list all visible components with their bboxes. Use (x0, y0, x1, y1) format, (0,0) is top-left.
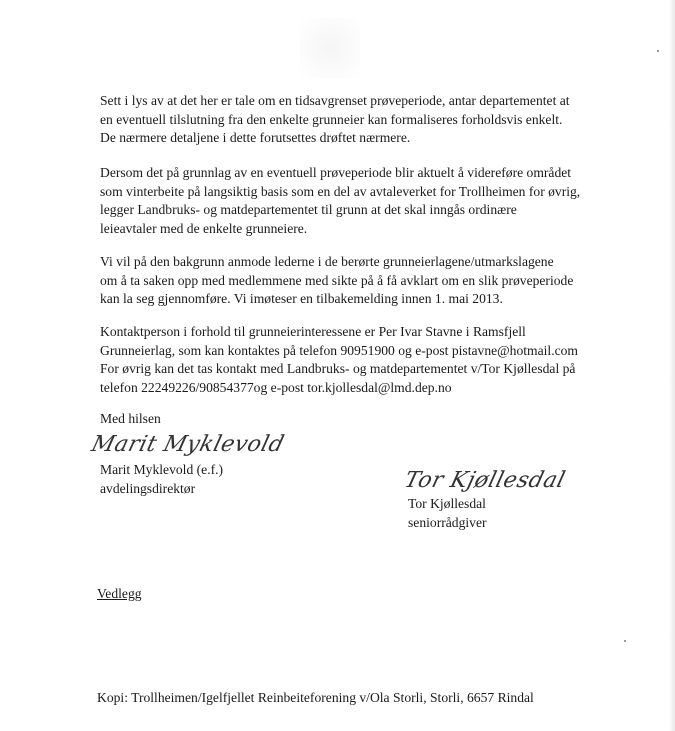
text-line: telefon 22249226/90854377og e-post tor.kjollesdal@lmd.dep.no (100, 379, 452, 395)
paragraph-trial-period (100, 92, 630, 148)
paragraph-request (100, 253, 630, 309)
text-line: en eventuell tilslutning fra den enkelte grunneier kan formaliseres forholdsvis enkelt. (100, 111, 563, 127)
paragraph-winter-grazing (100, 164, 630, 238)
text-line: Dersom det på grunnlag av en eventuell prøveperiode blir aktuelt å videreføre området (100, 165, 572, 180)
text-line: Kontaktperson i forhold til grunneierinteressene er Per Ivar Stavne i Ramsfjell (100, 324, 526, 339)
text-line: om å ta saken opp med medlemmene med sikte på å få avklart om en slik prøveperiode (100, 272, 574, 288)
text-line: legger Landbruks- og matdepartementet til grunn at det skal inngås ordinære (100, 202, 517, 218)
text-line: som vinterbeite på langsiktig basis som en del av avtaleverket for Trollheimen for øvrig, (100, 183, 581, 199)
paragraph-contact (100, 323, 630, 397)
text-line: kan la seg gjennomføre. Vi imøteser en tilbakemelding innen 1. mai 2013. (100, 291, 503, 307)
greeting: Med hilsen (100, 411, 161, 426)
scan-speck (624, 640, 626, 642)
scan-speck (657, 50, 659, 52)
text-line: leieavtaler med de enkelte grunneiere. (100, 220, 308, 236)
signatory1-name: Marit Myklevold (e.f.) (100, 462, 224, 477)
text-line: Grunneierlag, som kan kontaktes på telefon 90951900 og e-post pistavne@hotmail.com (100, 342, 578, 358)
faint-stamp-mark (300, 18, 360, 78)
signatory2-name: Tor Kjøllesdal (408, 496, 486, 511)
attachments-heading: Vedlegg (97, 586, 142, 601)
text-line: De nærmere detaljene i dette forutsettes drøftet nærmere. (100, 130, 411, 146)
text-line: Sett i lys av at det her er tale om en tidsavgrenset prøveperiode, antar departementet at (100, 93, 570, 108)
signatory1-title: avdelingsdirektør (100, 481, 196, 496)
copy-recipient-line: Kopi: Trollheimen/Igelfjellet Reinbeiteforening v/Ola Storli, Storli, 6657 Rindal (97, 690, 534, 705)
text-line: For øvrig kan det tas kontakt med Landbruks- og matdepartementet v/Tor Kjøllesdal på (100, 361, 576, 377)
scan-edge-shadow (669, 0, 675, 731)
signatory2-title: seniorrådgiver (408, 515, 487, 530)
signature-marit-myklevold: Marit Myklevold (88, 432, 287, 457)
signature-tor-kjollesdal: Tor Kjøllesdal (401, 468, 568, 493)
text-line: Vi vil på den bakgrunn anmode lederne i de berørte grunneierlagene/utmarkslagene (100, 254, 554, 269)
